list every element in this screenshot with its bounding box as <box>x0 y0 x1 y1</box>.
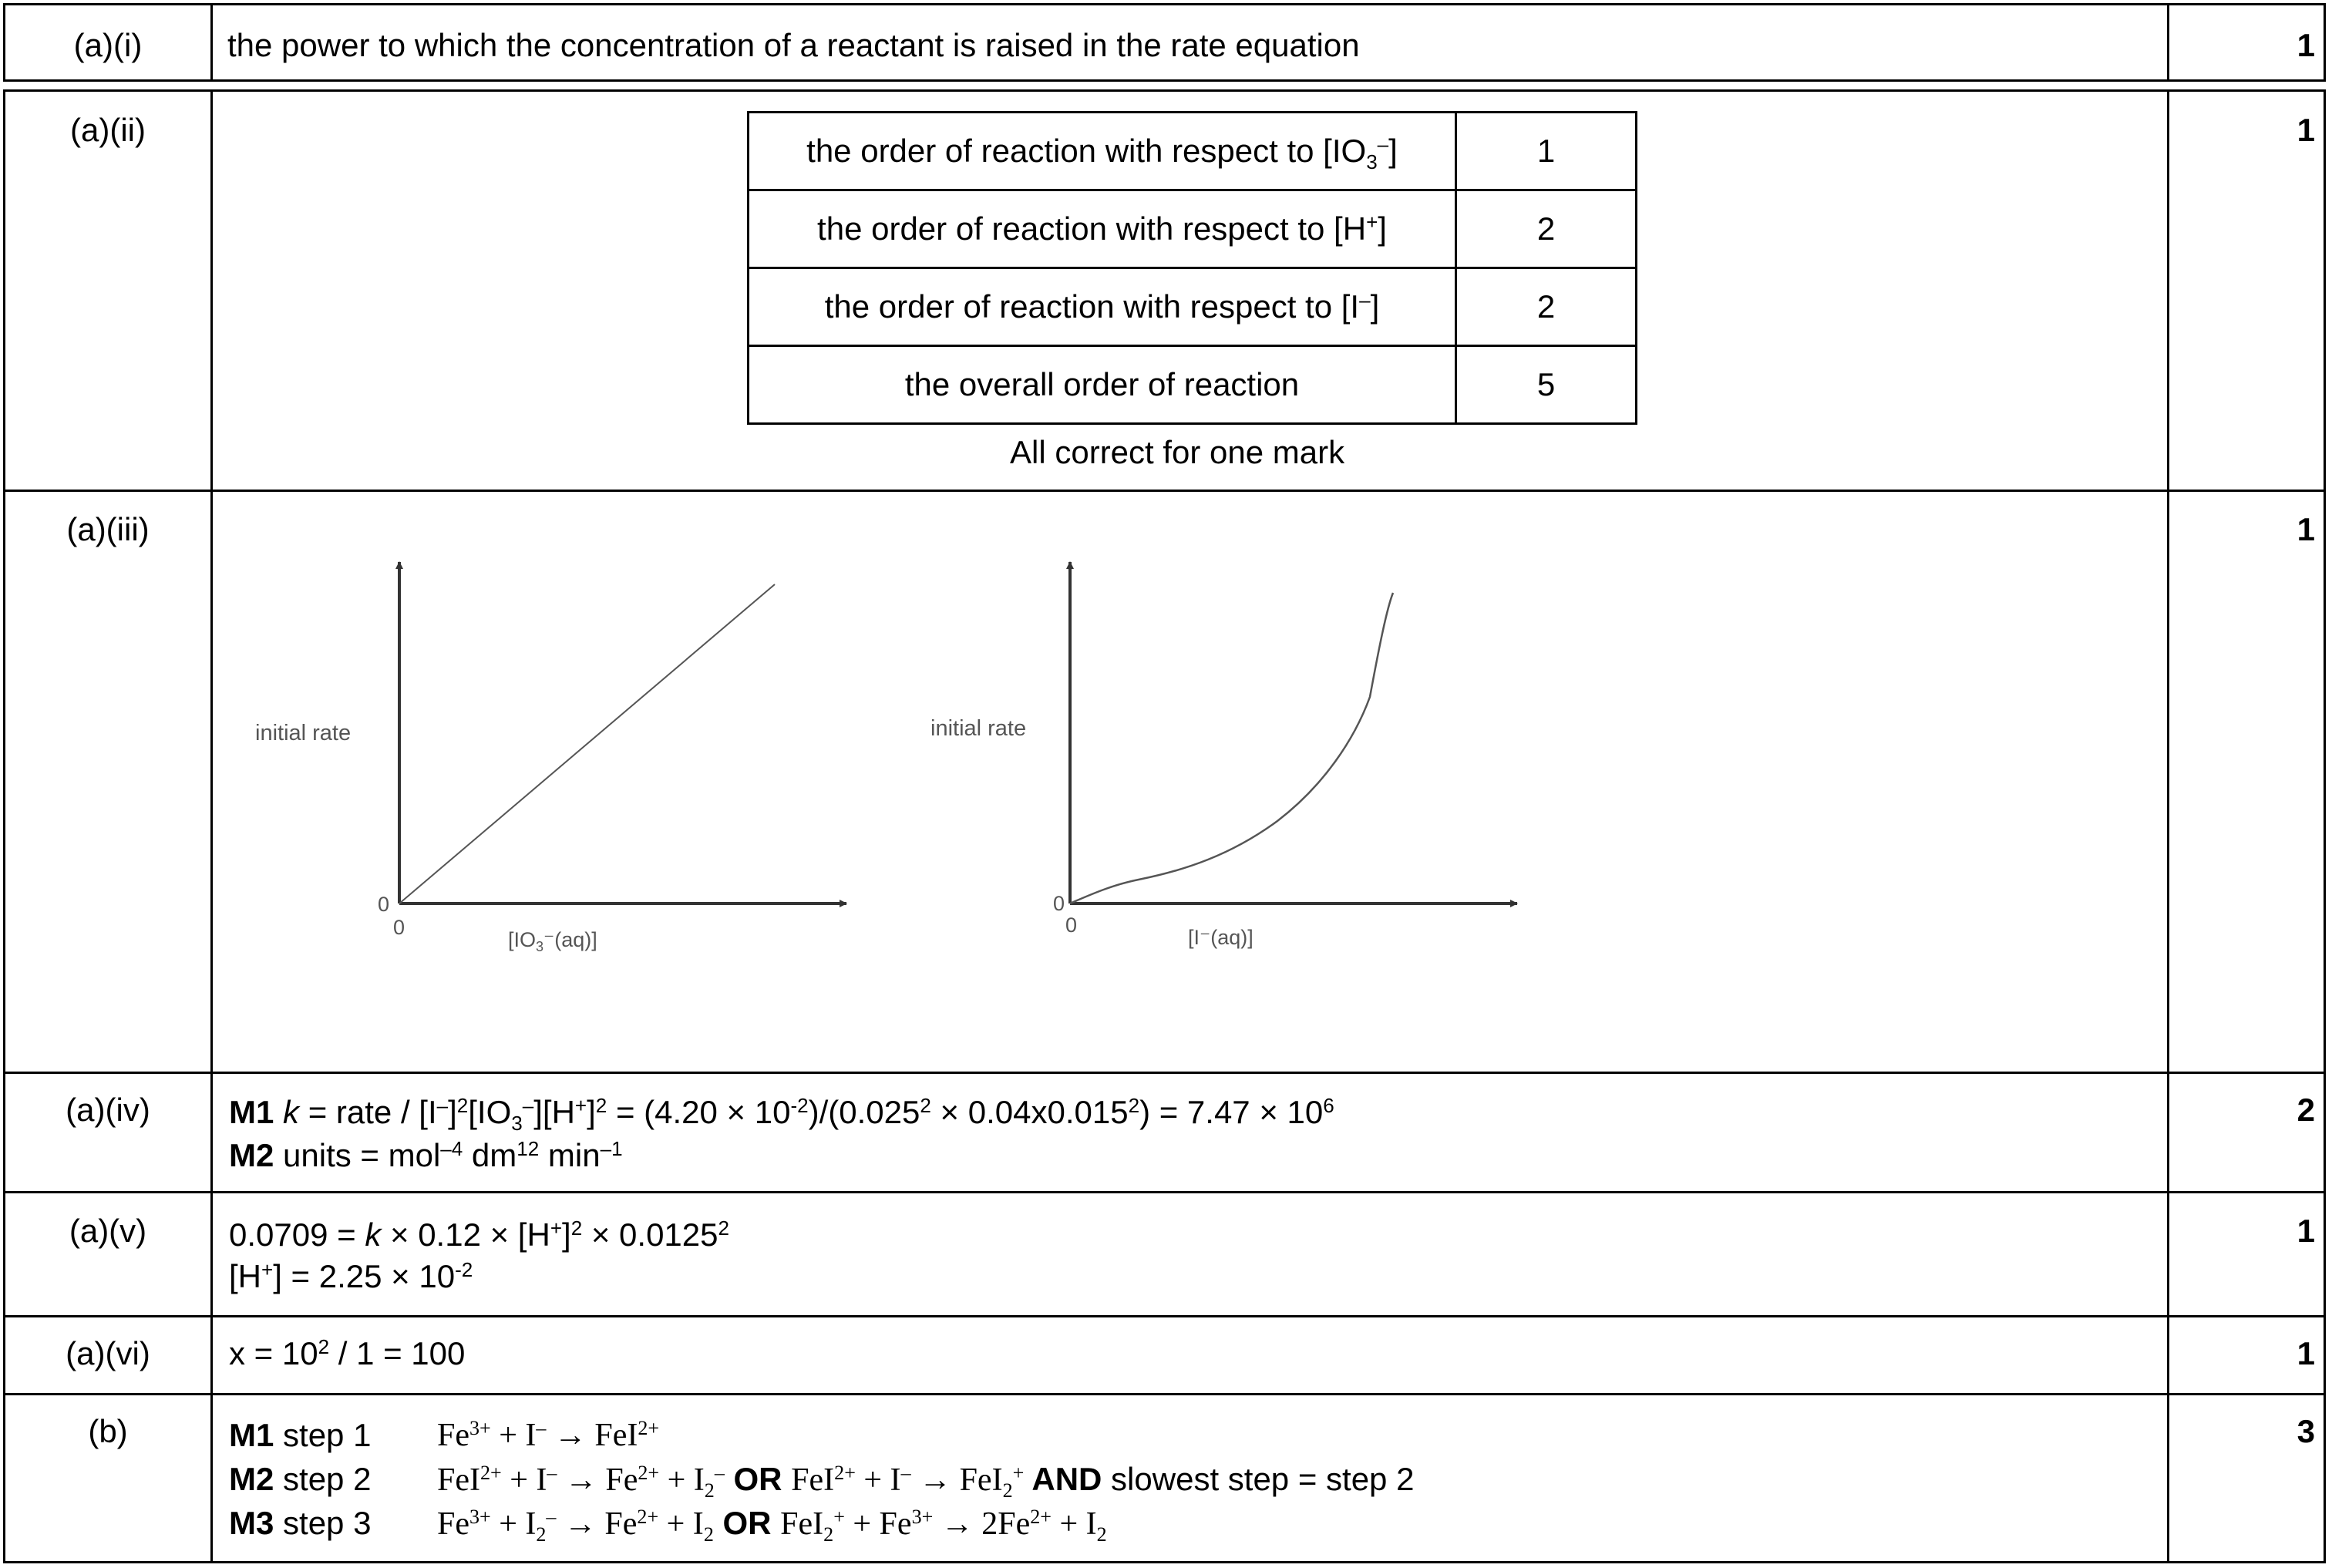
order-label: the order of reaction with respect to [I–] <box>749 268 1456 346</box>
question-ref: (a)(v) <box>69 1213 147 1249</box>
question-ref: (a)(iii) <box>66 511 150 547</box>
question-ref: (a)(iv) <box>66 1092 150 1128</box>
table-row <box>749 346 1637 424</box>
graph-io3-rate <box>237 547 877 1055</box>
y-axis-label: initial rate <box>930 716 1027 741</box>
table-note: All correct for one mark <box>1010 434 1345 470</box>
rate-curve <box>1070 593 1393 903</box>
mechanism-step-1: M1 step 1 <box>229 1417 372 1453</box>
order-value: 2 <box>1456 268 1637 346</box>
order-value: 5 <box>1456 346 1637 424</box>
origin-label: 0 <box>1065 914 1078 937</box>
rate-constant-calculation: M1 k = rate / $[I^-]^2[IO_3^-][H^+]^2 = (4.20 \times 10^{-2})/(0.025^2 \times 0.04x0.015^2) = 7.47 \times 10^6$ <box>229 1093 1334 1136</box>
h-concentration-equation: $0.0709 = k \times 0.12 \times [H^+]^2 \times 0.0125^2$ <box>229 1216 729 1253</box>
mechanism-step-2-equation: $FeI^{2+} + I^- \to Fe^{2+} + I_2^-$ OR FeI$^{2+}$ + I– → FeI$_2$+ AND slowest step = step 2 <box>437 1461 1415 1502</box>
order-label: the order of reaction with respect to $[IO_3^-]$ <box>749 113 1456 190</box>
order-value: 1 <box>1456 113 1637 190</box>
mark-scheme-table <box>3 89 2326 1563</box>
answer-text: the power to which the concentration of a reactant is raised in the rate equation <box>227 27 1360 63</box>
marks: 1 <box>2297 112 2315 148</box>
question-ref: (a)(i) <box>73 27 143 63</box>
x-axis-label: [I⁻(aq)] <box>1188 926 1253 949</box>
marks: 3 <box>2297 1413 2315 1449</box>
rate-line <box>399 584 775 903</box>
mechanism-step-3-equation: $Fe^{3+} + I_2^- \to Fe^{2+} + I_2$ OR $FeI_2^+ + Fe^{3+} \to 2Fe^{2+} + I_2$ <box>437 1505 1107 1546</box>
question-ref: (a)(vi) <box>66 1335 150 1371</box>
origin-label: 0 <box>1053 892 1065 915</box>
marks: 1 <box>2297 1335 2315 1371</box>
row-a-i <box>3 3 2326 82</box>
marks: 2 <box>2297 1092 2315 1128</box>
origin-label: 0 <box>378 893 390 916</box>
x-calculation: $x = 10^2 / 1 = 100$ <box>229 1334 466 1371</box>
y-axis-label: initial rate <box>255 721 352 745</box>
order-value: 2 <box>1456 190 1637 268</box>
mechanism-step-3: M3 step 3 <box>229 1505 372 1541</box>
question-ref: (a)(ii) <box>70 112 146 148</box>
h-concentration-result: $[H^+] = 2.25 \times 10^{-2}$ <box>229 1257 473 1294</box>
marks: 1 <box>2297 1213 2315 1249</box>
units-line: M2 units = mol$^{-4}$ $dm^{12}$ $\min^{-1}$ <box>229 1136 623 1173</box>
x-axis-label: $[IO_3^-(aq)]$ <box>508 928 597 954</box>
table-row <box>749 190 1637 268</box>
table-row <box>749 268 1637 346</box>
order-table <box>747 111 1637 425</box>
origin-label: 0 <box>393 916 405 939</box>
marks: 1 <box>2297 27 2315 63</box>
graph-iodide-rate <box>907 547 1547 1055</box>
mechanism-step-1-equation: $Fe^{3+} + I^- \to FeI^{2+}$ <box>437 1416 660 1453</box>
mechanism-step-2: M2 step 2 <box>229 1461 372 1497</box>
marks: 1 <box>2297 511 2315 547</box>
order-label: the order of reaction with respect to [H+] <box>749 190 1456 268</box>
table-row <box>749 113 1637 190</box>
question-ref: (b) <box>88 1413 128 1449</box>
order-label: the overall order of reaction <box>749 346 1456 424</box>
